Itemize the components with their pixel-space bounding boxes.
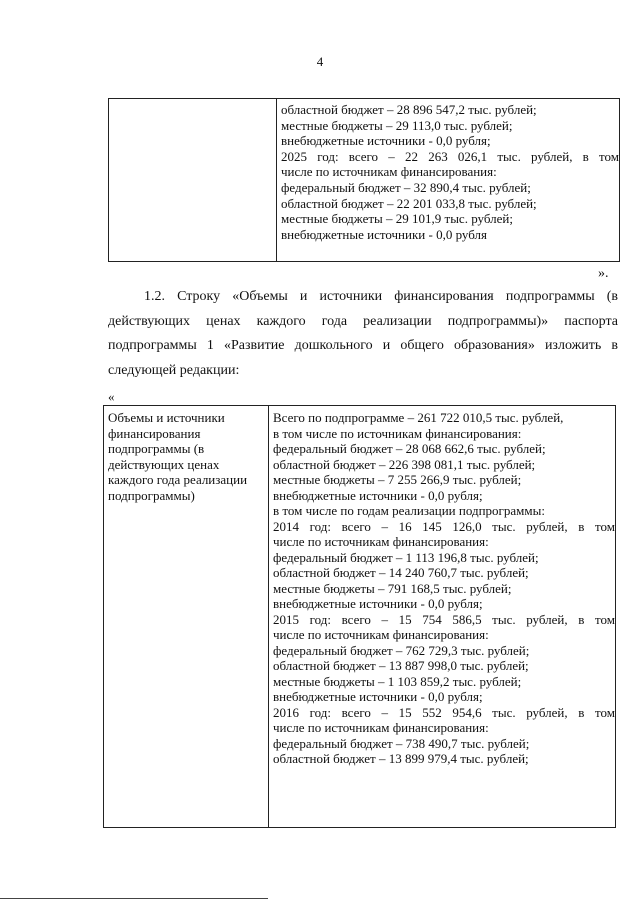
table-line: местные бюджеты – 1 103 859,2 тыс. рублей; bbox=[273, 673, 522, 689]
table-line: федеральный бюджет – 28 068 662,6 тыс. рублей; bbox=[273, 441, 546, 456]
table-line: федеральный бюджет – 738 490,7 тыс. рублей; bbox=[273, 735, 530, 751]
paragraph-line: следующей редакции: bbox=[108, 362, 240, 378]
table-line: подпрограммы) bbox=[108, 487, 195, 503]
table-line: местные бюджеты – 29 113,0 тыс. рублей; bbox=[281, 117, 513, 133]
footer-rule bbox=[0, 898, 268, 899]
table-line: местные бюджеты – 791 168,5 тыс. рублей; bbox=[273, 580, 512, 596]
table-line: в том числе по годам реализации подпрограммы: bbox=[273, 503, 545, 518]
table-line: областной бюджет – 14 240 760,7 тыс. рублей; bbox=[273, 565, 529, 580]
paragraph-line: подпрограммы 1 «Развитие дошкольного и общего образования» изложить в bbox=[108, 338, 618, 354]
table-line: Всего по подпрограмме – 261 722 010,5 тыс. рублей, bbox=[273, 410, 564, 425]
table-line: 2014 год: всего – 16 145 126,0 тыс. рублей, в том bbox=[273, 518, 615, 534]
table-line: внебюджетные источники - 0,0 рубля; bbox=[281, 133, 491, 149]
opening-quote: « bbox=[108, 389, 115, 404]
table-left-cell bbox=[104, 406, 269, 827]
page-number: 4 bbox=[316, 54, 324, 69]
table-line: внебюджетные источники - 0,0 рубля bbox=[281, 226, 487, 242]
table-line: каждого года реализации bbox=[108, 472, 248, 487]
table-line: действующих ценах bbox=[108, 456, 220, 472]
table-line: федеральный бюджет – 32 890,4 тыс. рублей; bbox=[281, 179, 531, 195]
table-line: областной бюджет – 226 398 081,1 тыс. рублей; bbox=[273, 456, 536, 472]
table-line: числе по источникам финансирования: bbox=[273, 720, 489, 735]
table-line: подпрограммы (в bbox=[108, 441, 205, 456]
table-line: областной бюджет – 28 896 547,2 тыс. рублей; bbox=[281, 102, 537, 117]
paragraph-line: действующих ценах каждого года реализации подпрограммы)» паспорта bbox=[108, 313, 618, 329]
table-line: финансирования bbox=[108, 425, 201, 441]
table-line: областной бюджет – 13 899 979,4 тыс. рублей; bbox=[273, 751, 529, 766]
paragraph-line: 1.2. Строку «Объемы и источники финансирования подпрограммы (в bbox=[144, 289, 618, 304]
table-left-cell-empty bbox=[109, 99, 277, 261]
table-line: федеральный бюджет – 1 113 196,8 тыс. рублей; bbox=[273, 549, 539, 565]
table-line: местные бюджеты – 29 101,9 тыс. рублей; bbox=[281, 211, 513, 227]
table-line: внебюджетные источники - 0,0 рубля; bbox=[273, 487, 483, 503]
table-right-cell bbox=[269, 406, 615, 827]
table-line: в том числе по источникам финансирования: bbox=[273, 425, 522, 441]
table-line: внебюджетные источники - 0,0 рубля; bbox=[273, 596, 483, 611]
table-line: 2015 год: всего – 15 754 586,5 тыс. рублей, в том bbox=[273, 611, 615, 627]
budget-table-continuation bbox=[108, 98, 620, 262]
table-line: федеральный бюджет – 762 729,3 тыс. рублей; bbox=[273, 642, 530, 658]
table-line: внебюджетные источники - 0,0 рубля; bbox=[273, 689, 483, 704]
subprogram-funding-table bbox=[103, 405, 616, 828]
table-line: Объемы и источники bbox=[108, 410, 225, 425]
table-line: числе по источникам финансирования: bbox=[281, 164, 497, 180]
paragraph-1-2 bbox=[108, 285, 618, 383]
table-line: областной бюджет – 13 887 998,0 тыс. рублей; bbox=[273, 658, 529, 673]
table-right-cell bbox=[277, 99, 619, 261]
table-line: числе по источникам финансирования: bbox=[273, 627, 489, 642]
table-line: местные бюджеты – 7 255 266,9 тыс. рублей; bbox=[273, 472, 522, 487]
closing-quote: ». bbox=[598, 266, 609, 281]
table-line: 2025 год: всего – 22 263 026,1 тыс. рублей, в том bbox=[281, 148, 619, 164]
table-line: числе по источникам финансирования: bbox=[273, 534, 489, 549]
table-line: 2016 год: всего – 15 552 954,6 тыс. рублей, в том bbox=[273, 704, 615, 720]
table-line: областной бюджет – 22 201 033,8 тыс. рублей; bbox=[281, 195, 537, 211]
